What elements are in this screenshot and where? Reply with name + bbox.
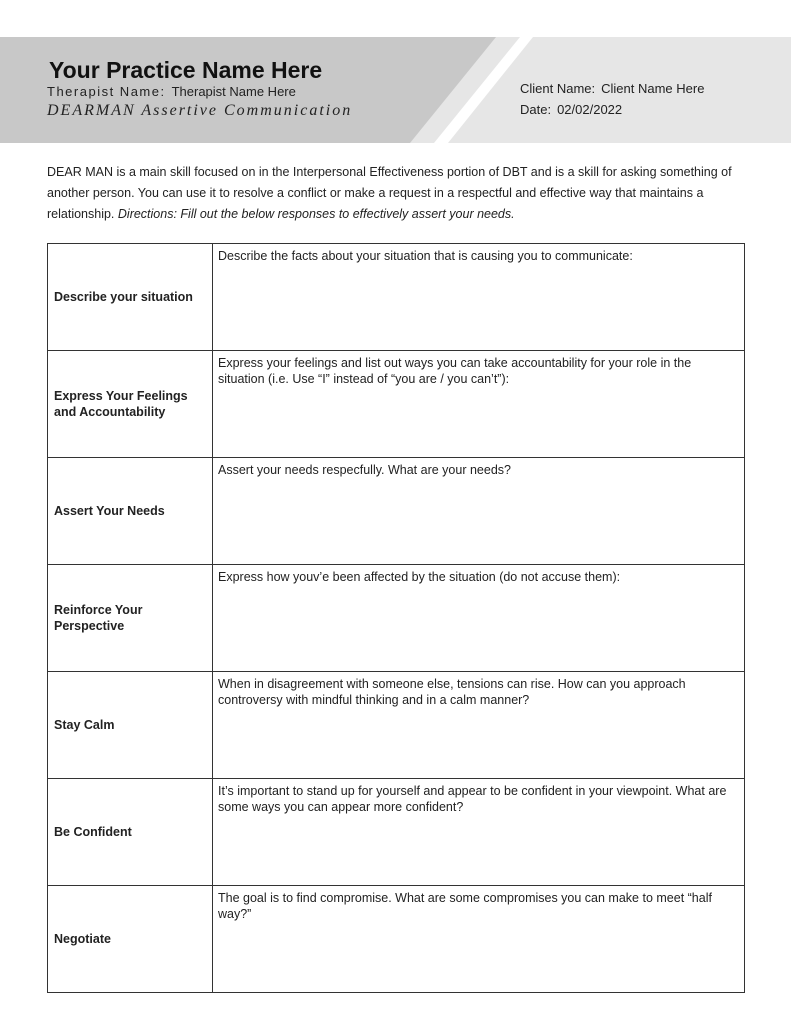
table-row <box>48 886 745 993</box>
response-field[interactable]: Express how youv’e been affected by the situation (do not accuse them): <box>213 565 745 672</box>
intro-directions: Directions: Fill out the below responses to effectively assert your needs. <box>117 207 515 221</box>
worksheet-title: DEARMAN Assertive Communication <box>47 102 353 119</box>
row-label: Reinforce Your Perspective <box>48 565 213 672</box>
practice-name: Your Practice Name Here <box>49 57 323 83</box>
response-field[interactable]: It’s important to stand up for yourself and appear to be confident in your viewpoint. What are some ways you can appear more confident? <box>213 779 745 886</box>
client-label: Client Name: <box>520 81 596 96</box>
row-label: Describe your situation <box>48 244 213 351</box>
intro-paragraph <box>47 162 747 225</box>
table-row <box>48 244 745 351</box>
therapist-value: Therapist Name Here <box>171 84 296 99</box>
table-row <box>48 779 745 886</box>
therapist-line <box>47 84 296 99</box>
intro-text: DEAR MAN is a main skill focused on in the Interpersonal Effectiveness portion of DBT and is a skill for asking something of another person. You can use it to resolve a conflict or make a request in a respectful and effective way that maintains a relationship. <box>47 165 732 221</box>
date-value: 02/02/2022 <box>557 102 623 117</box>
row-label: Express Your Feelings and Accountability <box>48 351 213 458</box>
table-row <box>48 351 745 458</box>
row-label: Be Confident <box>48 779 213 886</box>
response-field[interactable]: Assert your needs respecfully. What are your needs? <box>213 458 745 565</box>
row-label: Stay Calm <box>48 672 213 779</box>
date-label: Date: <box>520 102 552 117</box>
row-label: Assert Your Needs <box>48 458 213 565</box>
therapist-label: Therapist Name: <box>47 84 166 99</box>
response-table <box>47 243 745 993</box>
response-field[interactable]: Describe the facts about your situation that is causing you to communicate: <box>213 244 745 351</box>
row-label: Negotiate <box>48 886 213 993</box>
table-row <box>48 458 745 565</box>
client-value: Client Name Here <box>601 81 705 96</box>
table-row <box>48 565 745 672</box>
client-line <box>520 81 704 96</box>
date-line <box>520 102 622 117</box>
response-field[interactable]: Express your feelings and list out ways you can take accountability for your role in the situation (i.e. Use “I” instead of “you are / you can’t”): <box>213 351 745 458</box>
table-row <box>48 672 745 779</box>
response-field[interactable]: When in disagreement with someone else, tensions can rise. How can you approach controversy with mindful thinking and in a calm manner? <box>213 672 745 779</box>
response-field[interactable]: The goal is to find compromise. What are some compromises you can make to meet “half way?” <box>213 886 745 993</box>
